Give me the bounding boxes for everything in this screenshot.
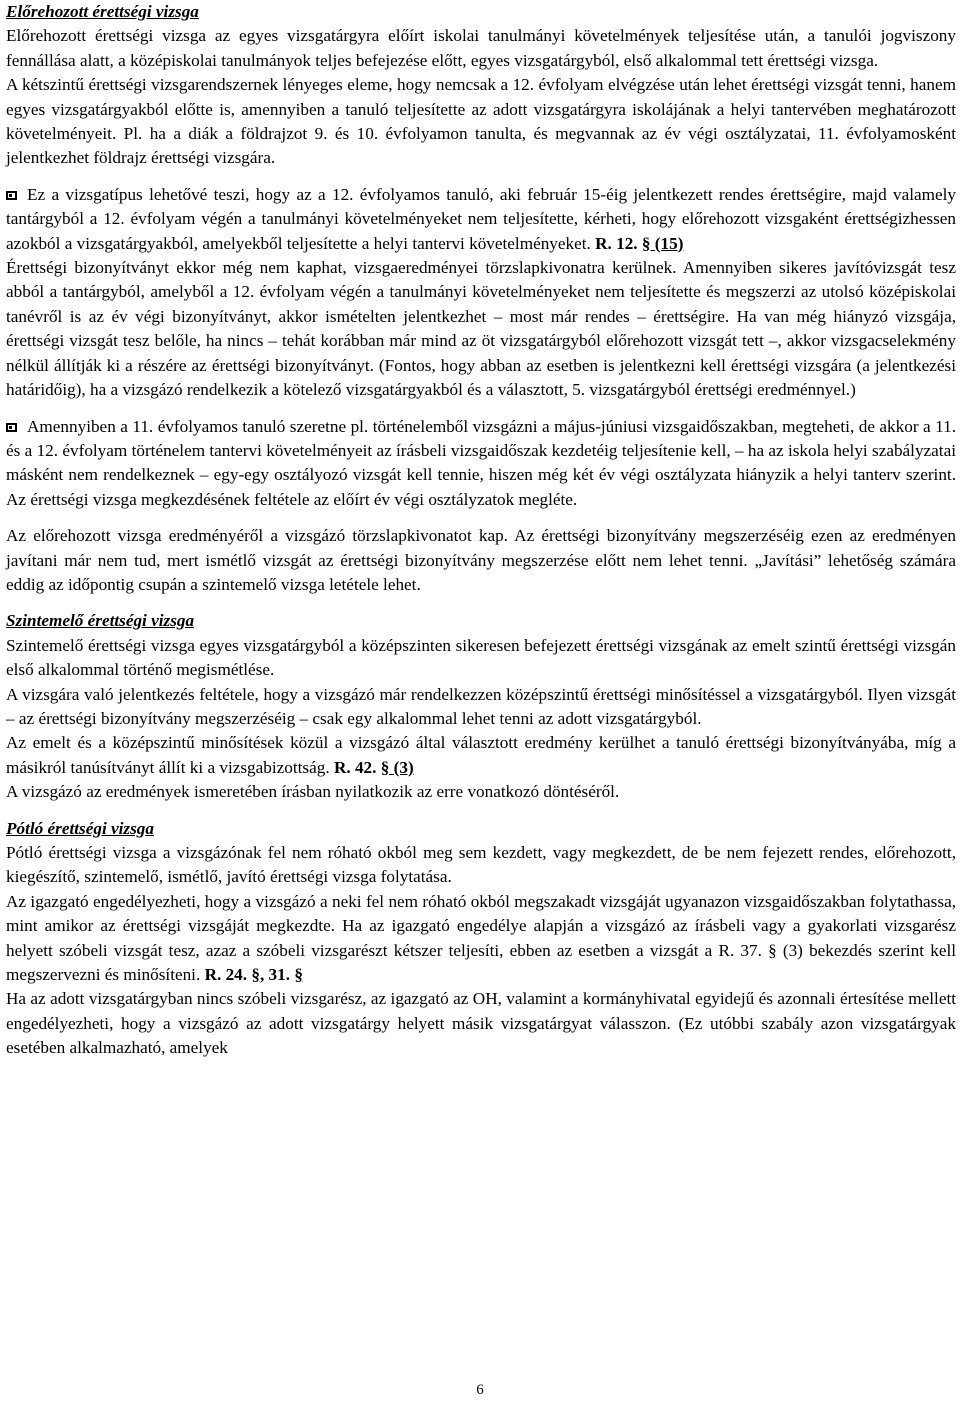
paragraph: Az előrehozott vizsga eredményéről a vizsgázó törzslapkivonatot kap. Az érettségi bizonyítvány megszerzéséig ezen az eredményen javítani már nem tud, mert ismétlő vizsgát az érettségi bizonyítvány megszerzése előtt nem lehet tenni. „Javítási” lehetőség számára eddig az időpontig csupán a szintemelő vizsga letétele lehet. — [6, 526, 956, 594]
paragraph — [6, 890, 956, 988]
paragraph: Érettségi bizonyítványt ekkor még nem kaphat, vizsgaeredményei törzslapkivonatra kerülnek. Amennyiben sikeres javítóvizsgát tesz abból a tantárgyból, amelyből a 12. évfolyam végén a tanulmányi követelményeket nem teljesítette és megszerzi az utolsó középiskolai tanévről is az év végi bizonyítványt, akkor ismételten jelentkezhet – most már rendes – érettségire. Ha van még hiányzó vizsgája, érettségi vizsgát tesz belőle, ha nincs – tehát korábban már mind az öt vizsgatárgyból előrehozott vizsgát tett –, akkor vizsgacselekmény nélkül állítják ki a részére az érettségi bizonyítványt. (Fontos, hogy abban az esetben is jelentkezni kell érettségi vizsgára (a jelentkezési határidőig), ha a vizsgázó rendelkezik a kötelező vizsgatárgyakból és a választott, 5. vizsgatárgyból érettségi eredménnyel.) — [6, 258, 956, 400]
legal-reference: , 31. — [259, 965, 291, 985]
legal-reference-section: § (3) — [380, 757, 414, 777]
paragraph-text: Az igazgató engedélyezheti, hogy a vizsgázó a neki fel nem róható okból megszakadt vizsgáját ugyanazon vizsgaidőszakban folytathassa, mint amikor az érettségi vizsgáját megkezdte. Ha az igazgató engedélye alapján a vizsgázó az írásbeli vagy a gyakorlati vizsgarész helyett szóbeli vizsgát tesz, azaz a szóbeli vizsgarészt kétszer teljesíti, ebben az esetben a vizsgát a R. 37. § (3) bekezdés szerint kell megszervezni és minősíteni. — [6, 891, 956, 985]
bullet-text: Amennyiben a 11. évfolyamos tanuló szeretne pl. történelemből vizsgázni a május-júniusi vizsgaidőszakban, megteheti, de akkor a 11. és a 12. évfolyam történelem tantervi követelményeit az írásbeli vizsgaidőszak kezdetéig teljesítenie kell, – ha az iskola helyi szabályzatai másként nem rendelkeznek – egy-egy osztályozó vizsgát kell tennie, hiszen még két év végi osztályzata hiányzik a helyi tanterv szerint. Az érettségi vizsga megkezdésének feltétele az előírt év végi osztályzatok megléte. — [6, 416, 956, 509]
paragraph: A vizsgára való jelentkezés feltétele, hogy a vizsgázó már rendelkezzen középszintű érettségi minősítéssel a vizsgatárgyból. Ilyen vizsgát – az érettségi bizonyítvány megszerzéséig – csak egy alkalommal lehet tenni az adott vizsgatárgyból. — [6, 684, 956, 728]
paragraph: Szintemelő érettségi vizsga egyes vizsgatárgyból a középszinten sikeresen befejezett érettségi vizsgának az emelt szintű érettségi vizsgán első alkalommal történő megismétlése. — [6, 635, 956, 680]
document-page — [6, 0, 956, 1061]
bullet-paragraph — [6, 415, 956, 513]
section-heading-elorehozott: Előrehozott érettségi vizsga — [6, 2, 199, 21]
paragraph: Előrehozott érettségi vizsga az egyes vizsgatárgyra előírt iskolai tanulmányi követelmények teljesítése után, a tanulói jogviszony fennállása alatt, a középiskolai tanulmányok teljes befejezése előtt, egyes vizsgatárgyból, első alkalommal tett érettségi vizsga. — [6, 26, 956, 70]
page-number: 6 — [476, 1382, 484, 1398]
paragraph: Pótló érettségi vizsga a vizsgázónak fel nem róható okból meg sem kezdett, vagy megkezdett, de be nem fejezett rendes, előrehozott, kiegészítő, szintemelő, ismétlő, javító érettségi vizsga folytatása. — [6, 843, 956, 887]
paragraph-text: Az emelt és a középszintű minősítések közül a vizsgázó által választott eredmény kerülhet a tanuló érettségi bizonyítványába, míg a másikról tanúsítványt állít ki a vizsgabizottság. — [6, 733, 956, 777]
legal-reference: R. 12. — [595, 233, 638, 253]
paragraph: A kétszintű érettségi vizsgarendszernek lényeges eleme, hogy nemcsak a 12. évfolyam elvégzése után lehet érettségi vizsgát tenni, hanem egyes vizsgatárgyakból előtte is, amennyiben a tanuló teljesítette az adott vizsgatárgyra iskolájának a helyi tantervében meghatározott követelményeit. Pl. ha a diák a földrajzot 9. és 10. évfolyamon tanulta, és megvannak az év végi osztályzatai, 11. évfolyamosként jelentkezhet földrajz érettségi vizsgára. — [6, 75, 956, 168]
paragraph — [6, 731, 956, 780]
legal-reference: R. 24. — [204, 965, 248, 985]
legal-reference: R. 42. — [333, 757, 377, 777]
section-heading-potlo: Pótló érettségi vizsga — [6, 818, 154, 838]
legal-reference-section: § (15) — [641, 233, 684, 253]
section-heading-szintemelo: Szintemelő érettségi vizsga — [6, 611, 195, 631]
square-bullet-icon — [6, 191, 17, 200]
legal-reference-section: § — [294, 965, 303, 985]
square-bullet-icon — [6, 423, 17, 432]
legal-reference-section: § — [251, 965, 260, 985]
paragraph: A vizsgázó az eredmények ismeretében írásban nyilatkozik az erre vonatkozó döntéséről. — [6, 782, 620, 802]
paragraph: Ha az adott vizsgatárgyban nincs szóbeli vizsgarész, az igazgató az OH, valamint a kormányhivatal egyidejű és azonnali értesítése mellett engedélyezheti, hogy a vizsgázó az adott vizsgatárgy helyett másik vizsgatárgyat válasszon. (Ez utóbbi szabály azon vizsgatárgyak esetében alkalmazható, amelyek — [6, 989, 956, 1058]
bullet-paragraph — [6, 183, 956, 256]
bullet-text: Ez a vizsgatípus lehetővé teszi, hogy az a 12. évfolyamos tanuló, aki február 15-éig jelentkezett rendes érettségire, majd valamely tantárgyból a 12. évfolyam végén a tanulmányi követelményeket nem teljesítette, kérheti, hogy előrehozott vizsgaként érettségizhessen azokból a vizsgatárgyakból, amelyekből teljesítette a helyi tantervi követelményeket. — [6, 184, 956, 253]
